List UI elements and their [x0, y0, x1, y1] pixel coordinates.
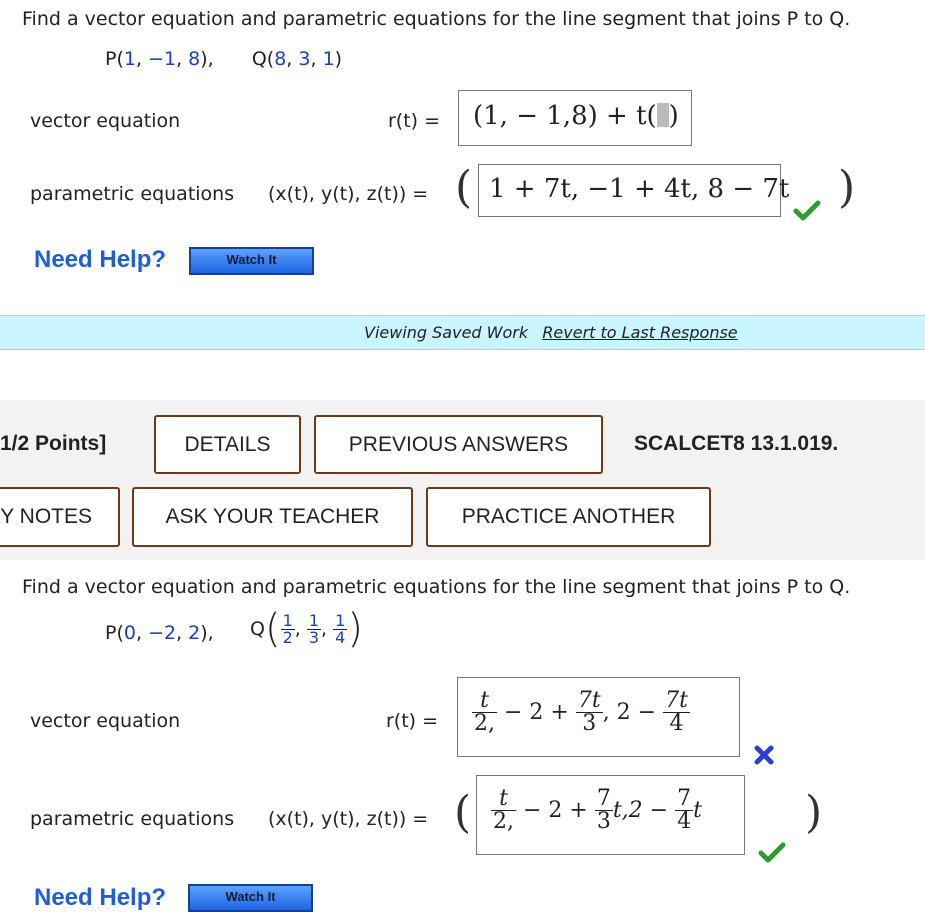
parametric-answer-field-2[interactable]: $\frac{t}{2,}$ − 2 + $\frac{7}{3}$ t,2 − $\frac{7}{4}$ t [476, 775, 745, 855]
parametric-equations-label: parametric equations [30, 183, 235, 205]
practice-another-button[interactable]: PRACTICE ANOTHER [426, 487, 711, 547]
open-paren: ( [455, 162, 473, 213]
close-paren-2: ) [805, 787, 823, 838]
check-icon-2 [758, 842, 786, 868]
problem2-point-q: Q( $\frac{1}{2}$ , $\frac{1}{3}$ , $\frac{1}{4}$ ) [250, 606, 363, 652]
r-of-t-label-2: r(t) = [386, 710, 439, 732]
ask-your-teacher-button[interactable]: ASK YOUR TEACHER [132, 487, 413, 547]
problem2-point-p: P(0, −2, 2), [105, 622, 214, 644]
watch-it-button[interactable]: Watch It [189, 247, 314, 275]
vector-answer-field[interactable]: (1, − 1,8) + t( ) [458, 90, 692, 146]
revert-link[interactable]: Revert to Last Response [542, 323, 738, 342]
vector-answer-field-2[interactable]: $\frac{t}{2,}$ − 2 + $\frac{7t}{3}$ , 2 − $\frac{7t}{4}$ [457, 677, 740, 757]
previous-answers-button[interactable]: PREVIOUS ANSWERS [314, 415, 603, 474]
need-help-label-2: Need Help? [34, 884, 167, 911]
details-button[interactable]: DETAILS [154, 415, 301, 474]
watch-it-button-2[interactable]: Watch It [188, 884, 313, 912]
vector-equation-label-2: vector equation [30, 710, 181, 732]
points-label: 1/2 Points] [0, 432, 107, 455]
x-icon [753, 744, 775, 770]
problem-code: SCALCET8 13.1.019. [634, 432, 839, 455]
r-of-t-label: r(t) = [388, 110, 441, 132]
check-icon [793, 200, 821, 226]
saved-work-banner [0, 315, 925, 350]
need-help-label: Need Help? [34, 246, 167, 273]
problem2-prompt: Find a vector equation and parametric equations for the line segment that joins P to Q. [22, 576, 851, 598]
cursor-placeholder [657, 103, 669, 127]
viewing-saved-work-text: Viewing Saved Work [364, 323, 529, 342]
open-paren-2: ( [454, 787, 472, 838]
problem1-prompt: Find a vector equation and parametric equations for the line segment that joins P to Q. [22, 8, 851, 30]
my-notes-button[interactable]: Y NOTES [0, 487, 120, 547]
xyz-label-2: (x(t), y(t), z(t)) = [268, 808, 429, 830]
problem1-points: P(1, −1, 8), Q(8, 3, 1) [105, 48, 343, 70]
vector-equation-label: vector equation [30, 110, 181, 132]
close-paren: ) [838, 162, 856, 213]
xyz-label: (x(t), y(t), z(t)) = [268, 183, 429, 205]
parametric-equations-label-2: parametric equations [30, 808, 235, 830]
parametric-answer-field[interactable]: 1 + 7t, −1 + 4t, 8 − 7t [478, 164, 781, 217]
